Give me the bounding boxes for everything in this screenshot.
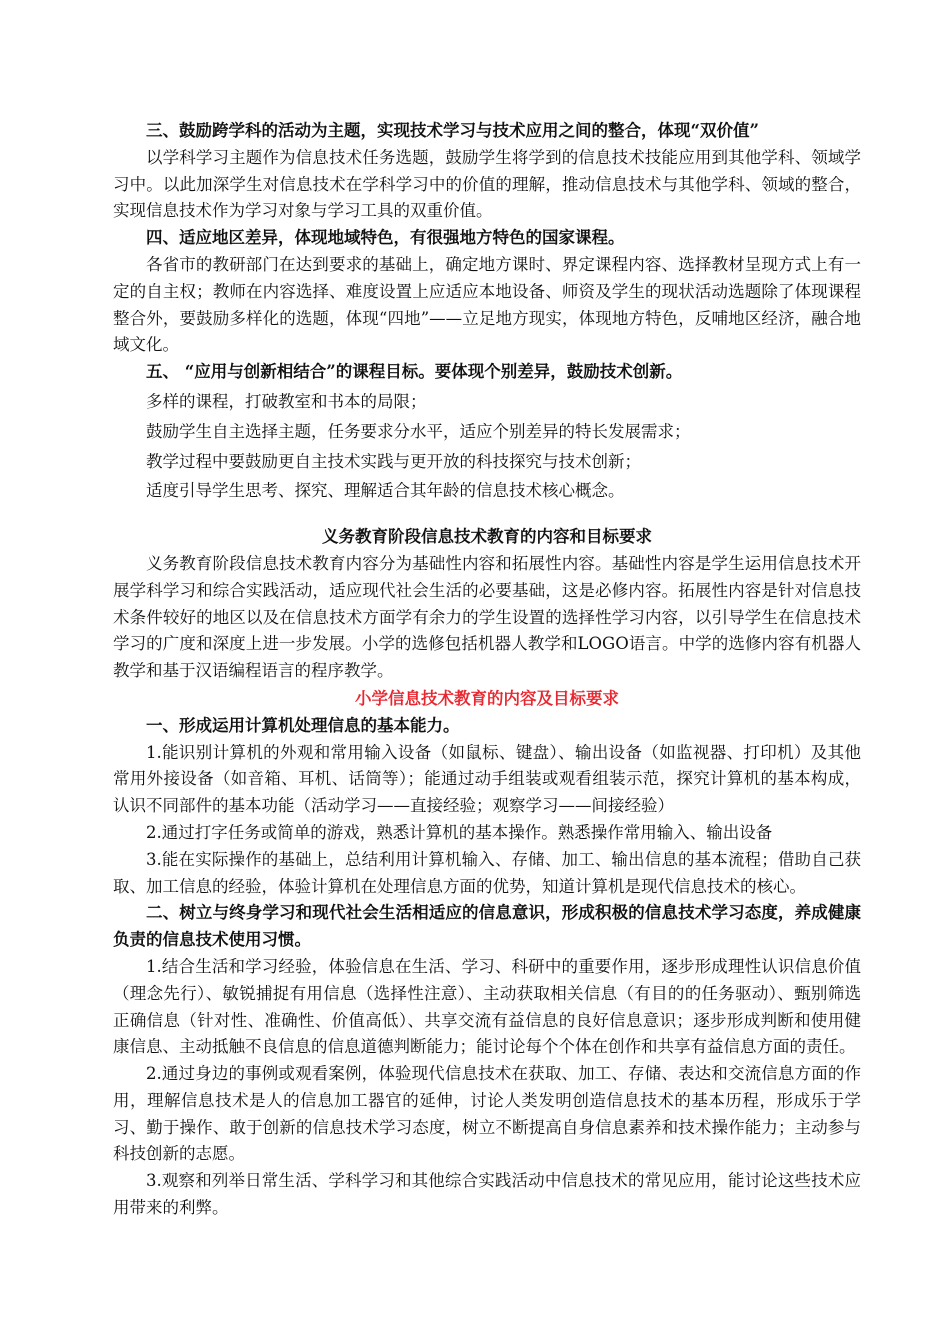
primary-school-title: 小学信息技术教育的内容及目标要求 <box>355 688 619 708</box>
section4-heading: 四、适应地区差异，体现地域特色，有很强地方特色的国家课程。 <box>146 228 625 248</box>
section5-item: 适度引导学生思考、探究、理解适合其年龄的信息技术核心概念。 <box>146 481 625 501</box>
intro-paragraph: 义务教育阶段信息技术教育内容分为基础性内容和拓展性内容。基础性内容是学生运用信息技术开展学科学习和综合实践活动，适应现代社会生活的必要基础，这是必修内容。拓展性内容是针对信息技术条件较好的地区以及在信息技术方面学有余力的学生设置的选择性学习内容，以引导学生在信息技术学习的广度和深度上进一步发展。小学的选修包括机器人教学和LOGO语言。中学的选修内容有机器人教学和基于汉语编程语言的程序教学。 <box>113 553 861 681</box>
section5-item: 多样的课程，打破教室和书本的局限； <box>146 391 427 411</box>
goal2-heading: 二、树立与终身学习和现代社会生活相适应的信息意识，形成积极的信息技术学习态度，养成健康负责的信息技术使用习惯。 <box>113 903 861 950</box>
section5-heading: 五、 “应用与创新相结合”的课程目标。要体现个别差异，鼓励技术创新。 <box>146 362 683 382</box>
goal2-item: 1.结合生活和学习经验，体验信息在生活、学习、科研中的重要作用，逐步形成理性认识信息价值（理念先行）、敏锐捕捉有用信息（选择性注意）、主动获取相关信息（有目的的任务驱动）、甄别筛选正确信息（针对性、准确性、价值高低）、共享交流有益信息的良好信息意识；逐步形成判断和使用健康信息、主动抵触不良信息的信息道德判断能力；能讨论每个个体在创作和共享有益信息方面的责任。 <box>113 956 861 1057</box>
goal2-item: 2.通过身边的事例或观看案例，体验现代信息技术在获取、加工、存储、表达和交流信息方面的作用，理解信息技术是人的信息加工器官的延伸，讨论人类发明创造信息技术的基本历程，形成乐于学习、勤于操作、敢于创新的信息技术学习态度，树立不断提高自身信息素养和技术操作能力；主动参与科技创新的志愿。 <box>113 1064 861 1164</box>
goal1-item: 3.能在实际操作的基础上，总结利用计算机输入、存储、加工、输出信息的基本流程；借助自己获取、加工信息的经验，体验计算机在处理信息方面的优势，知道计算机是现代信息技术的核心。 <box>113 849 861 896</box>
goal1-heading: 一、形成运用计算机处理信息的基本能力。 <box>146 715 460 735</box>
main-title: 义务教育阶段信息技术教育的内容和目标要求 <box>322 527 652 547</box>
document-body <box>113 118 861 1222</box>
section3-body: 以学科学习主题作为信息技术任务选题，鼓励学生将学到的信息技术技能应用到其他学科、领域学习中。以此加深学生对信息技术在学科学习中的价值的理解，推动信息技术与其他学科、领域的整合，实现信息技术作为学习对象与学习工具的双重价值。 <box>113 147 861 221</box>
section3-heading: 三、鼓励跨学科的活动为主题，实现技术学习与技术应用之间的整合，体现“双价值” <box>146 121 759 140</box>
section5-item: 教学过程中要鼓励更自主技术实践与更开放的科技探究与技术创新； <box>146 451 641 471</box>
section5-item: 鼓励学生自主选择主题，任务要求分水平，适应个别差异的特长发展需求； <box>146 421 691 441</box>
goal1-item: 2.通过打字任务或简单的游戏，熟悉计算机的基本操作。熟悉操作常用输入、输出设备 <box>146 822 773 842</box>
goal1-item: 1.能识别计算机的外观和常用输入设备（如鼠标、键盘）、输出设备（如监视器、打印机）及其他常用外接设备（如音箱、耳机、话筒等）；能通过动手组装或观看组装示范，探究计算机的基本构成，认识不同部件的基本功能（活动学习——直接经验；观察学习——间接经验） <box>113 742 861 816</box>
section4-body: 各省市的教研部门在达到要求的基础上，确定地方课时、界定课程内容、选择教材呈现方式上有一定的自主权；教师在内容选择、难度设置上应适应本地设备、师资及学生的现状活动选题除了体现课程整合外，要鼓励多样化的选题，体现“四地”——立足地方现实，体现地方特色，反哺地区经济，融合地域文化。 <box>113 254 861 355</box>
goal2-item: 3.观察和列举日常生活、学科学习和其他综合实践活动中信息技术的常见应用，能讨论这些技术应用带来的利弊。 <box>113 1171 861 1218</box>
